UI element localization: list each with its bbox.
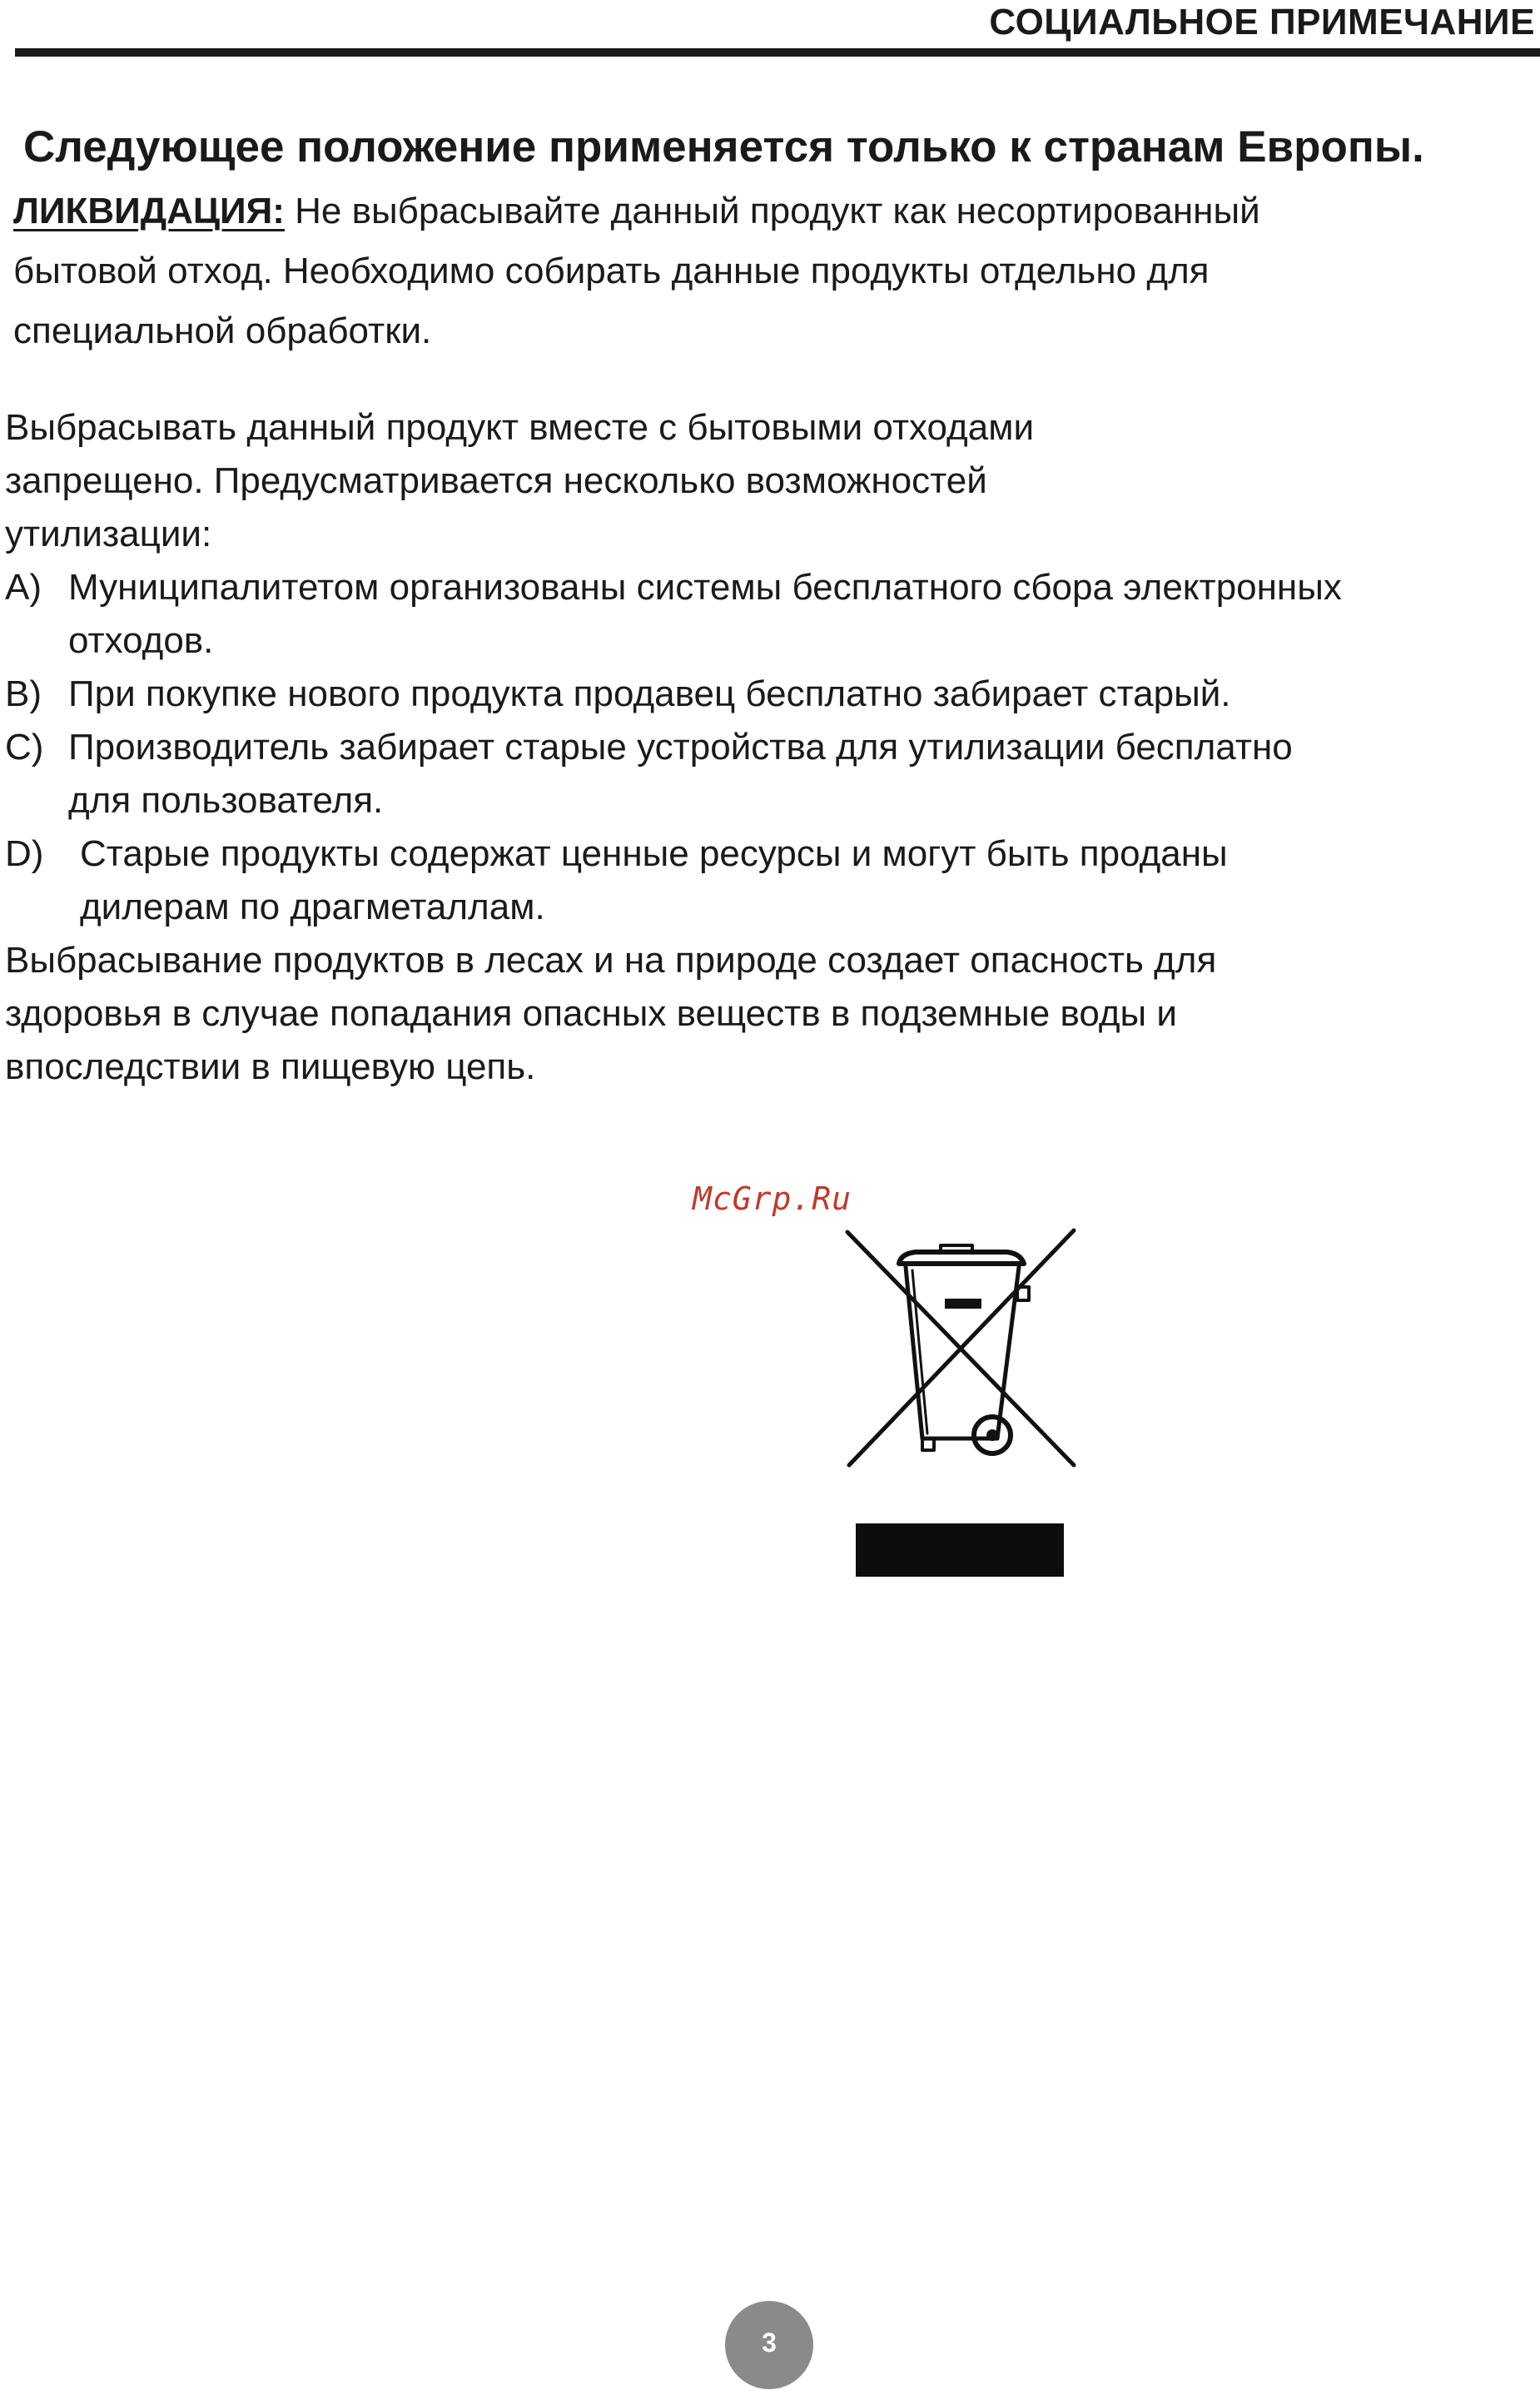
option-d — [5, 827, 1520, 934]
crossed-out-wheelie-bin-icon — [841, 1215, 1082, 1482]
closing-line-1: Выбрасывание продуктов в лесах и на природе создает опасность для — [5, 940, 1217, 981]
eu-notice-heading: Следующее положение применяется только к странам Европы. — [23, 122, 1424, 171]
intro-line-3: утилизации: — [5, 514, 212, 554]
disposal-line-3: специальной обработки. — [13, 311, 432, 351]
disposal-label: ЛИКВИДАЦИЯ: — [13, 191, 285, 231]
option-text: При покупке нового продукта продавец бесплатно забирает старый. — [68, 673, 1231, 714]
disposal-line-1 — [13, 181, 1512, 241]
watermark: McGrp.Ru — [693, 1180, 852, 1217]
option-letter: C) — [5, 727, 44, 768]
disposal-text-1: Не выбрасывайте данный продукт как несортированный — [295, 191, 1260, 231]
option-letter: A) — [5, 567, 42, 608]
option-a — [5, 561, 1520, 668]
closing-line-3: впоследствии в пищевую цепь. — [5, 1046, 536, 1087]
option-text: для пользователя. — [68, 780, 384, 821]
option-b — [5, 668, 1520, 721]
option-c — [5, 721, 1520, 827]
option-letter: D) — [5, 833, 44, 874]
intro-line-1: Выбрасывать данный продукт вместе с бытовыми отходами — [5, 407, 1035, 448]
weee-marking-bar — [856, 1523, 1064, 1577]
section-title: СОЦИАЛЬНОЕ ПРИМЕЧАНИЕ — [989, 2, 1535, 42]
option-text: Муниципалитетом организованы системы бесплатного сбора электронных — [68, 567, 1342, 608]
disposal-line-2: бытовой отход. Необходимо собирать данные продукты отдельно для — [13, 251, 1210, 291]
closing-line-2: здоровья в случае попадания опасных веществ в подземные воды и — [5, 993, 1177, 1034]
option-text: Производитель забирает старые устройства для утилизации бесплатно — [68, 727, 1293, 768]
intro-line-2: запрещено. Предусматривается несколько возможностей — [5, 460, 987, 501]
option-text: Старые продукты содержат ценные ресурсы и могут быть проданы — [80, 833, 1228, 874]
option-text: отходов. — [68, 620, 214, 661]
option-text: дилерам по драгметаллам. — [80, 887, 545, 927]
disposal-paragraph — [13, 181, 1512, 361]
page-number-badge: 3 — [725, 2301, 813, 2389]
disposal-options-section — [5, 401, 1520, 1094]
header-rule — [15, 48, 1540, 57]
option-letter: B) — [5, 673, 42, 714]
